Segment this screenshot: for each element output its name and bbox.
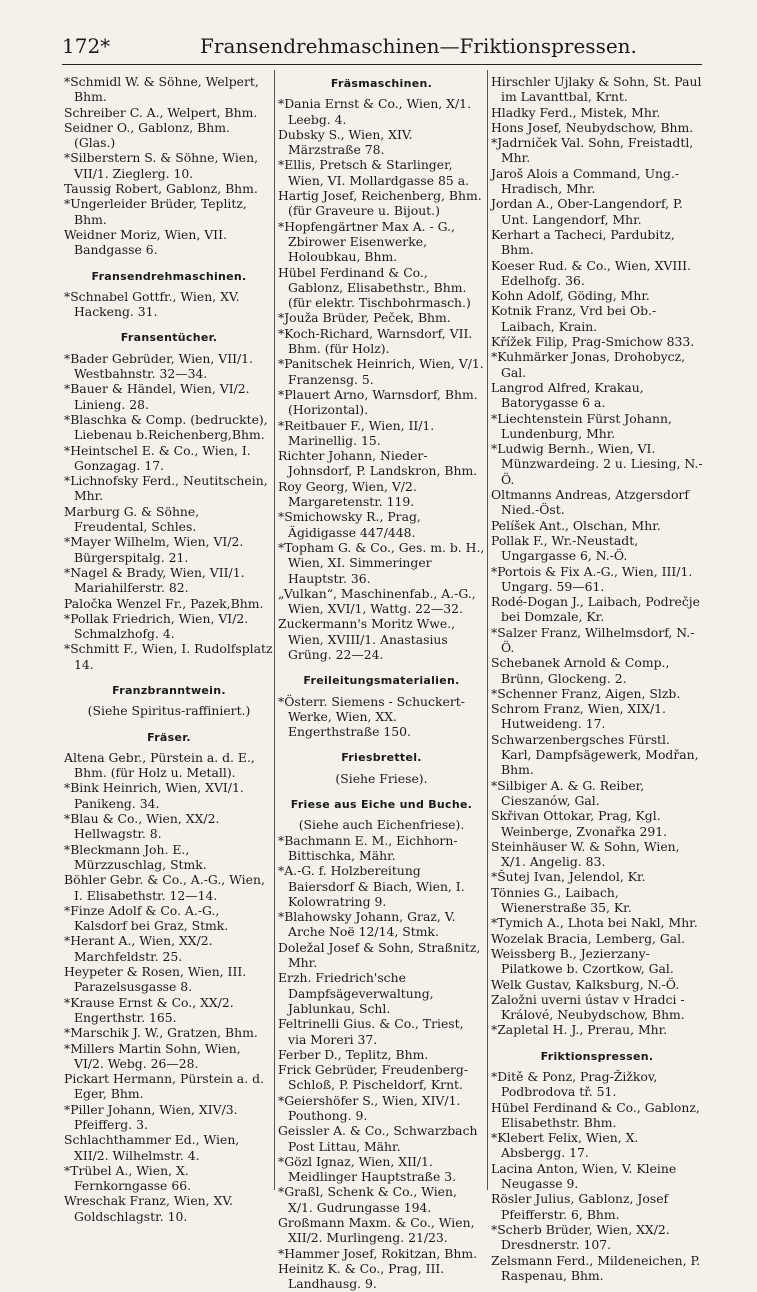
directory-entry: Hübel Ferdinand & Co., Gablonz, Elisabethstr. Bhm.: [491, 1099, 700, 1130]
directory-entry: Pelíšek Ant., Olschan, Mhr.: [491, 517, 661, 533]
directory-entry: *Blau & Co., Wien, XX/2. Hellwagstr. 8.: [64, 811, 220, 842]
running-title: Fransendrehmaschinen—Friktionspressen.: [200, 34, 637, 58]
directory-entry: Frick Gebrüder, Freudenberg-Schloß, P. Pischeldorf, Krnt.: [278, 1062, 469, 1093]
directory-section: [278, 76, 485, 662]
directory-section: [64, 683, 274, 719]
directory-entry: Heypeter & Rosen, Wien, III. Parazelsusgasse 8.: [64, 964, 247, 995]
directory-entry: Dubsky S., Wien, XIV. Märzstraße 78.: [278, 126, 413, 158]
directory-entry: Erzh. Friedrich'sche Dampfsägeverwaltung, Jablunkau, Schl.: [278, 970, 434, 1016]
cross-reference-note: (Siehe auch Eichenfriese).: [298, 817, 465, 833]
directory-entry: Schrom Franz, Wien, XIX/1. Hutweideng. 17.: [491, 701, 666, 732]
directory-entry: Lacina Anton, Wien, V. Kleine Neugasse 9.: [491, 1160, 677, 1192]
directory-entry: Welk Gustav, Kalksburg, N.-Ö.: [491, 976, 680, 992]
section-heading: Fräsmaschinen.: [330, 77, 433, 90]
directory-section: [64, 730, 274, 1225]
directory-entry: *Herant A., Wien, XX/2. Marchfeldstr. 25.: [64, 933, 213, 964]
directory-entry: Kohn Adolf, Göding, Mhr.: [491, 288, 650, 304]
directory-entry: Schwarzenbergsches Fürstl. Karl, Dampfsägewerk, Modřan, Bhm.: [491, 731, 699, 778]
directory-entry: Křížek Filip, Prag-Smichow 833.: [491, 334, 695, 350]
directory-entry: Zelsmann Ferd., Mildeneichen, P. Raspenau, Bhm.: [491, 1252, 701, 1283]
directory-entry: *Graßl, Schenk & Co., Wien, X/1. Gudrungasse 194.: [278, 1184, 457, 1215]
directory-entry: *Jouža Brüder, Peček, Bhm.: [278, 310, 451, 326]
column-divider: [274, 70, 275, 1190]
directory-entry: Rodé-Dogan J., Laibach, Podrečje bei Domzale, Kr.: [491, 594, 700, 625]
directory-entry: *Bauer & Händel, Wien, VI/2. Linieng. 28.: [64, 381, 250, 412]
directory-entry: *Reitbauer F., Wien, II/1. Marinellig. 15.: [278, 417, 435, 448]
directory-entry: *Topham G. & Co., Ges. m. b. H., Wien, XI. Simmeringer Hauptstr. 36.: [278, 539, 485, 586]
directory-entry: *Dania Ernst & Co., Wien, X/1. Leebg. 4.: [278, 96, 472, 127]
directory-entry: *Marschik J. W., Gratzen, Bhm.: [64, 1025, 258, 1041]
directory-entry: *Silbiger A. & G. Reiber, Cieszanów, Gal.: [491, 777, 645, 808]
directory-section: [491, 74, 703, 1038]
directory-entry: *Bachmann E. M., Eichhorn-Bittischka, Mähr.: [278, 832, 458, 863]
directory-entry: *Hammer Josef, Rokitzan, Bhm.: [278, 1245, 478, 1261]
directory-section: [278, 750, 485, 786]
header-rule: [62, 64, 702, 65]
directory-entry: Hartig Josef, Reichenberg, Bhm. (für Graveure u. Bijout.): [278, 188, 482, 219]
directory-entry: Weidner Moriz, Wien, VII. Bandgasse 6.: [64, 226, 227, 258]
directory-entry: Weissberg B., Jezierzany-Pilatkowe b. Czortkow, Gal.: [491, 945, 674, 977]
directory-entry: Založni uverni ústav v Hradci -Králové, Neubydschow, Bhm.: [491, 991, 685, 1023]
section-heading: Friesbrettel.: [341, 751, 422, 765]
directory-entry: *Geiershöfer S., Wien, XIV/1. Pouthong. 9.: [278, 1092, 461, 1123]
directory-entry: *Schmidl W. & Söhne, Welpert, Bhm.: [64, 74, 259, 105]
directory-entry: *Portois & Fix A.-G., Wien, III/1. Ungarg. 59—61.: [491, 563, 693, 594]
directory-entry: *Panitschek Heinrich, Wien, V/1. Franzensg. 5.: [278, 356, 484, 387]
directory-entry: Heinitz K. & Co., Prag, III. Landhausg. 9.: [278, 1260, 445, 1292]
section-heading: Friese aus Eiche und Buche.: [290, 798, 473, 812]
directory-entry: Wozelak Bracia, Lemberg, Gal.: [491, 930, 686, 946]
directory-entry: Skřivan Ottokar, Prag, Kgl. Weinberge, Zvonařka 291.: [491, 808, 668, 839]
directory-entry: Roy Georg, Wien, V/2. Margaretenstr. 119.: [278, 478, 417, 510]
directory-entry: *Ellis, Pretsch & Starlinger, Wien, VI. Mollardgasse 85 a.: [278, 157, 470, 188]
directory-entry: *Ludwig Bernh., Wien, VI. Münzwardeing. 2 u. Liesing, N.-Ö.: [491, 441, 703, 487]
directory-section: [64, 330, 274, 672]
directory-entry: Böhler Gebr. & Co., A.-G., Wien, I. Elisabethstr. 12—14.: [64, 872, 265, 903]
directory-entry: *Nagel & Brady, Wien, VII/1. Mariahilferstr. 82.: [64, 564, 245, 596]
directory-entry: *Smichowsky R., Prag, Ägidigasse 447/448.: [278, 509, 421, 540]
cross-reference-note: (Siehe Friese).: [335, 770, 428, 786]
directory-section: [278, 673, 485, 739]
directory-entry: *Klebert Felix, Wien, X. Absbergg. 17.: [491, 1130, 639, 1161]
page-header: [62, 34, 702, 64]
section-heading: Freileitungsmaterialien.: [303, 674, 460, 688]
directory-entry: *Koch-Richard, Warnsdorf, VII. Bhm. (für Holz).: [278, 325, 473, 357]
column-1: [64, 74, 274, 1224]
directory-entry: Pollak F., Wr.-Neustadt, Ungargasse 6, N.-Ö.: [491, 532, 639, 564]
directory-entry: *A.-G. f. Holzbereitung Baiersdorf & Biach, Wien, I. Kolowratring 9.: [278, 863, 465, 909]
directory-entry: *Tymich A., Lhota bei Nakl, Mhr.: [491, 915, 698, 931]
directory-entry: *Liechtenstein Fürst Johann, Lundenburg, Mhr.: [491, 410, 672, 441]
directory-entry: Doležal Josef & Sohn, Straßnitz, Mhr.: [278, 939, 481, 971]
directory-entry: Langrod Alfred, Krakau, Batorygasse 6 a.: [491, 379, 644, 411]
directory-entry: *Pollak Friedrich, Wien, VI/2. Schmalzhofg. 4.: [64, 610, 249, 642]
directory-entry: *Blaschka & Comp. (bedruckte), Liebenau b.Reichenberg,Bhm.: [64, 411, 268, 443]
section-heading: Fransendrehmaschinen.: [91, 269, 247, 283]
directory-entry: Steinhäuser W. & Sohn, Wien, X/1. Angelig. 83.: [491, 838, 680, 870]
column-2: [278, 74, 485, 1292]
directory-entry: Zuckermann's Moritz Wwe., Wien, XVIII/1. Anastasius Grüng. 22—24.: [278, 616, 456, 662]
directory-entry: *Ungerleider Brüder, Teplitz, Bhm.: [64, 196, 247, 227]
directory-entry: Taussig Robert, Gablonz, Bhm.: [64, 181, 258, 197]
directory-entry: Hons Josef, Neubydschow, Bhm.: [491, 119, 694, 135]
directory-entry: *Schmitt F., Wien, I. Rudolfsplatz 14.: [64, 641, 273, 672]
directory-entry: *Šutej Ivan, Jelendol, Kr.: [491, 869, 646, 885]
section-heading: Fräser.: [147, 730, 191, 744]
directory-section: [64, 74, 274, 258]
directory-entry: Schebanek Arnold & Comp., Brünn, Glockeng. 2.: [491, 655, 670, 686]
directory-entry: Großmann Maxm. & Co., Wien, XII/2. Murlingeng. 21/23.: [278, 1215, 475, 1246]
directory-entry: *Salzer Franz, Wilhelmsdorf, N.-Ö.: [491, 624, 695, 655]
directory-entry: Oltmanns Andreas, Atzgersdorf Nied.-Öst.: [491, 487, 689, 518]
directory-entry: Altena Gebr., Pürstein a. d. E., Bhm. (für Holz u. Metall).: [64, 749, 255, 781]
directory-entry: Schreiber C. A., Welpert, Bhm.: [64, 104, 258, 120]
column-3: [491, 74, 703, 1283]
directory-entry: Koeser Rud. & Co., Wien, XVIII. Edelhofg. 36.: [491, 257, 691, 288]
directory-entry: *Kuhmärker Jonas, Drohobycz, Gal.: [491, 349, 686, 380]
directory-section: [278, 797, 485, 1292]
directory-entry: Pickart Hermann, Pürstein a. d. Eger, Bhm.: [64, 1071, 264, 1102]
directory-entry: *Gözl Ignaz, Wien, XII/1. Meidlinger Hauptstraße 3.: [278, 1153, 457, 1185]
directory-section: [64, 269, 274, 320]
section-heading: Fransentücher.: [120, 331, 218, 345]
directory-entry: Jordan A., Ober-Langendorf, P. Unt. Langendorf, Mhr.: [491, 196, 683, 227]
directory-entry: Rösler Julius, Gablonz, Josef Pfeifferstr. 6, Bhm.: [491, 1191, 669, 1222]
directory-entry: Jaroš Alois a Command, Ung.-Hradisch, Mhr.: [491, 165, 680, 197]
directory-entry: Feltrinelli Gius. & Co., Triest, via Moreri 37.: [278, 1016, 464, 1047]
directory-entry: Hladky Ferd., Mistek, Mhr.: [491, 104, 661, 120]
directory-entry: *Blahowsky Johann, Graz, V. Arche Noë 12/14, Stmk.: [278, 909, 456, 940]
directory-entry: *Silberstern S. & Söhne, Wien, VII/1. Zieglerg. 10.: [64, 150, 259, 181]
directory-entry: *Ditě & Ponz, Prag-Žižkov, Podbrodova tř. 51.: [491, 1069, 658, 1100]
directory-entry: *Krause Ernst & Co., XX/2. Engerthstr. 165.: [64, 994, 234, 1025]
directory-entry: *Scherb Brüder, Wien, XX/2. Dresdnerstr. 107.: [491, 1221, 670, 1253]
directory-entry: *Jadrniček Val. Sohn, Freistadtl, Mhr.: [491, 135, 694, 166]
directory-entry: Paločka Wenzel Fr., Pazek,Bhm.: [64, 595, 264, 611]
directory-entry: *Finze Adolf & Co. A.-G., Kalsdorf bei Graz, Stmk.: [64, 902, 229, 934]
directory-entry: Kotnik Franz, Vrd bei Ob.-Laibach, Krain.: [491, 303, 657, 334]
directory-entry: *Hopfengärtner Max A. - G., Zbirower Eisenwerke, Holoubkau, Bhm.: [278, 218, 455, 265]
directory-entry: *Schenner Franz, Aigen, Slzb.: [491, 685, 681, 701]
directory-entry: Richter Johann, Nieder-Johnsdorf, P. Landskron, Bhm.: [278, 448, 478, 479]
directory-entry: *Bink Heinrich, Wien, XVI/1. Panikeng. 34.: [64, 780, 244, 811]
directory-entry: *Zapletal H. J., Prerau, Mhr.: [491, 1022, 668, 1038]
cross-reference-note: (Siehe Spiritus-raffiniert.): [87, 703, 251, 719]
directory-entry: Hirschler Ujlaky & Sohn, St. Paul im Lavanttbal, Krnt.: [491, 74, 702, 105]
directory-entry: Marburg G. & Söhne, Freudental, Schles.: [64, 503, 200, 535]
directory-entry: *Mayer Wilhelm, Wien, VI/2. Bürgerspitalg. 21.: [64, 534, 244, 565]
directory-entry: *Lichnofsky Ferd., Neutitschein, Mhr.: [64, 473, 268, 504]
directory-entry: *Bader Gebrüder, Wien, VII/1. Westbahnstr. 32—34.: [64, 350, 253, 382]
directory-entry: *Schnabel Gottfr., Wien, XV. Hackeng. 31.: [64, 288, 240, 320]
directory-entry: *Trübel A., Wien, X. Fernkorngasse 66.: [64, 1162, 192, 1194]
page-number: 172*: [62, 34, 111, 58]
directory-section: [491, 1049, 703, 1283]
directory-entry: Hübel Ferdinand & Co., Gablonz, Elisabethstr., Bhm. (für elektr. Tischbohrmasch.): [278, 264, 471, 311]
directory-entry: Geissler A. & Co., Schwarzbach Post Littau, Mähr.: [278, 1123, 478, 1154]
directory-entry: Seidner O., Gablonz, Bhm. (Glas.): [64, 119, 230, 151]
directory-entry: *Heintschel E. & Co., Wien, I. Gonzagag. 17.: [64, 442, 251, 473]
column-divider: [487, 70, 488, 1190]
directory-entry: Kerhart a Tacheci, Pardubitz, Bhm.: [491, 226, 675, 258]
directory-entry: *Piller Johann, Wien, XIV/3. Pfeifferg. 3.: [64, 1101, 238, 1132]
directory-entry: Wreschak Franz, Wien, XV. Goldschlagstr. 10.: [64, 1193, 234, 1224]
directory-entry: *Österr. Siemens - Schuckert-Werke, Wien, XX. Engerthstraße 150.: [278, 693, 465, 740]
directory-entry: *Bleckmann Joh. E., Mürzzuschlag, Stmk.: [64, 841, 207, 872]
directory-entry: Ferber D., Teplitz, Bhm.: [278, 1046, 429, 1062]
section-heading: Friktionspressen.: [540, 1049, 654, 1063]
section-heading: Franzbranntwein.: [112, 683, 226, 697]
directory-entry: Schlachthammer Ed., Wien, XII/2. Wilhelmstr. 4.: [64, 1132, 240, 1163]
directory-entry: *Millers Martin Sohn, Wien, VI/2. Webg. 26—28.: [64, 1040, 241, 1071]
directory-entry: „Vulkan“, Maschinenfab., A.-G., Wien, XVI/1, Wattg. 22—32.: [278, 585, 476, 617]
directory-entry: *Plauert Arno, Warnsdorf, Bhm. (Horizontal).: [278, 386, 478, 418]
directory-entry: Tönnies G., Laibach, Wienerstraße 35, Kr.: [491, 884, 632, 916]
